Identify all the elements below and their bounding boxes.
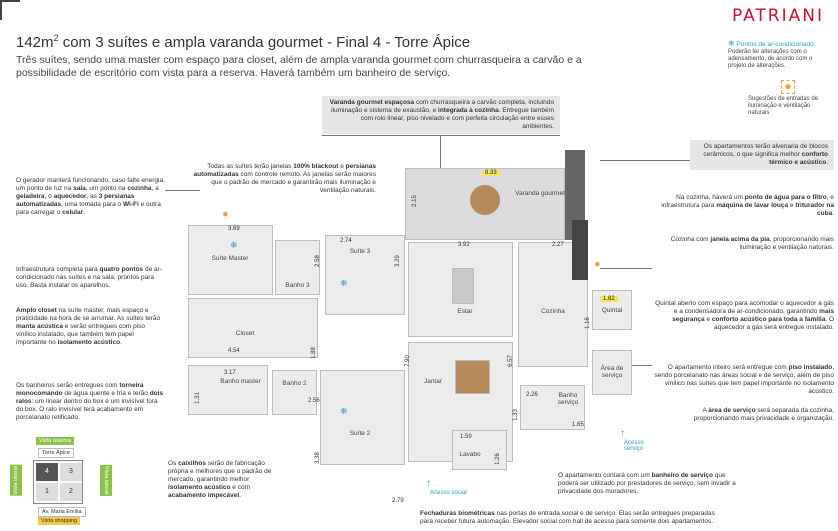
entry-servico-label: Acesso serviço (624, 440, 644, 452)
page-title (16, 33, 470, 51)
dim-closet: 4.54 (228, 348, 240, 354)
torre-tag: Torre Ápice (38, 448, 74, 458)
dim-suite-3-side: 3.29 (394, 255, 401, 267)
dim-banho-2: 2.56 (308, 398, 320, 404)
note-varanda: Varanda gourmet espaçosa com churrasqueira a carvão completa, incluindo iluminação e sistema de exaustão, e integrada à cozinha. Entregue também com rolo linear, piso nivelado e com perfeita circulação entre esses ambientes. (322, 96, 560, 134)
title-rest: com 3 suítes e ampla varanda gourmet - Final 4 - Torre Ápice (58, 34, 471, 51)
room-label-suite-master: Suíte Master (211, 255, 249, 262)
note-banheiros: Os banheiros serão entregues com torneira monocomando de água quente e fria e terão dois ralos: um linear dentro do box e um invisível fora do box. O ralo invisível terá acabamento em porcelanato retificado. (16, 382, 164, 421)
dim-suite-3: 2.74 (340, 238, 352, 244)
room-label-varanda: Varanda gourmet (515, 190, 565, 197)
dim-banho-3: 2.58 (314, 255, 321, 267)
dim-estar: 3.92 (458, 242, 470, 248)
dim-banho-master: 3.17 (224, 370, 236, 376)
entry-social-label: Acesso social (430, 490, 467, 496)
unit-2: 2 (60, 483, 82, 501)
unit-4: 4 (36, 463, 58, 481)
dim-suite-master: 3.69 (228, 226, 240, 232)
connector-line (600, 160, 690, 161)
note-closet: Amplo closet na suíte master, mais espaço e praticidade na hora de se arrumar. As suítes terão manta acústica e serão entregues com piso vinílico instalado, que também tem papel importante no isolamento acústico. (16, 307, 161, 346)
dim-suite-2: 3.38 (314, 452, 321, 464)
connector-line (322, 135, 560, 136)
light-legend-text: Sugestões de entradas de iluminação e ventilação naturais (748, 96, 819, 116)
dining-table (470, 185, 500, 215)
dim-lavabo: 1.59 (460, 434, 472, 440)
note-area-servico: A área de serviço será separada da cozinha, proporcionando mais privacidade e organização. (693, 407, 834, 422)
snowflake-icon: ❄ (340, 406, 348, 416)
note-banheiro-servico: O apartamento contará com um banheiro de serviço que poderá ser utilizado por prestadores de serviço, sem invadir a privacidade dos moradores. (558, 472, 736, 495)
dim-quintal-side: 1.16 (584, 317, 591, 329)
dim-lavabo-side: 1.26 (494, 453, 501, 465)
vista-lateral-right-tag: Vista lateral (100, 465, 112, 496)
dining-table-jantar (455, 360, 490, 394)
room-label-banho-master: Banho master (220, 378, 261, 385)
note-gerador: O gerador manterá funcionando, caso falte energia, um ponto de luz na sala, um ponto na cozinha, a geladeira, o aquecedor, as 3 persianas automatizadas, uma tomada para o Wi-Fi e outra para carregar o celular. (16, 177, 165, 216)
dim-closet-side: 1.88 (310, 347, 317, 359)
dim-banho-servico-b: 1.65 (572, 422, 584, 428)
dim-cozinha: 2.27 (552, 242, 564, 248)
room-label-banho-2: Banho 2 (282, 380, 307, 387)
note-alvenaria: Os apartamentos terão alvenaria de blocos cerâmicos, o que significa melhor conforto térmico e acústico. (690, 140, 834, 170)
note-janelas: Todas as suítes terão janelas 100% blackout e persianas automatizadas com controle remoto. As janelas serão maiores que o padrão de mercado e garantirão mais iluminação e ventilação naturais. (193, 163, 376, 194)
note-caixilhos: Os caixilhos serão de fabricação própria e melhores que o padrão de mercado, garantindo melhor isolamento acústico e com acabamento impecável. (168, 460, 272, 499)
vista-reserva-tag: Vista reserva (36, 437, 74, 445)
unit-1: 1 (36, 483, 58, 501)
sun-icon: ✹ (781, 80, 795, 94)
dim-banho-servico-side: 1.33 (512, 409, 519, 421)
dim-varanda: 8.33 (482, 170, 500, 176)
sun-icon: ✹ (222, 210, 229, 219)
dim-jantar-side: 6.57 (507, 355, 514, 367)
room-closet (188, 298, 318, 358)
ac-legend (728, 40, 828, 70)
brand-logo: PATRIANI (731, 6, 824, 26)
vista-lateral-left-tag: Vista lateral (10, 465, 22, 496)
dim-jantar: 7.90 (404, 355, 411, 367)
kitchen-counter (572, 220, 588, 280)
dim-varanda-side: 2.15 (411, 195, 418, 207)
coffee-table (452, 268, 474, 304)
note-cozinha-pontos: Na cozinha, haverá um ponto de água para o filtro, e infraestrutura para máquina de lavar louça e triturador na cuba. (661, 194, 834, 217)
room-suite-2 (320, 370, 405, 465)
room-suite-3 (325, 235, 405, 315)
snowflake-icon: ❄ (340, 278, 348, 288)
room-label-suite-3: Suíte 3 (349, 248, 371, 255)
room-label-jantar: Jantar (423, 378, 443, 385)
dim-suite-2-bottom: 2.79 (392, 498, 404, 504)
vista-shopping-tag: Vista shopping (38, 517, 80, 525)
room-label-banho-3: Banho 3 (285, 282, 310, 289)
room-label-suite-2: Suíte 2 (349, 430, 371, 437)
room-label-banho-servico: Banho serviço (557, 392, 579, 406)
unit-3: 3 (60, 463, 82, 481)
note-infraestrutura: Infraestrutura completa para quatro pontos de ar-condicionado nas suítes e na sala, prontos para uso. Basta instalar os aparelhos. (16, 266, 162, 289)
light-legend (748, 80, 828, 117)
note-fechaduras: Fechaduras biométricas nas portas de entrada social e de serviço. Elas serão entregues preparadas para receber futura automação. Elevador social com hall de acesso para somente dois apartamentos. (420, 510, 715, 525)
arrow-up-icon: ↑ (620, 428, 625, 439)
page-subtitle: Três suítes, sendo uma master com espaço para closet, além de ampla varanda gourmet com churrasqueira a carvão e a possibilidade de escritório com vista para a reserva. Haverá também um banheiro de serviço. (16, 54, 582, 79)
floor-plan (180, 160, 644, 530)
note-cozinha-janela: Cozinha com janela acima da pia, proporcionando mais iluminação e ventilação naturais. (670, 236, 834, 251)
title-area: 142m (16, 34, 54, 51)
street-tag: Av. Maria Emília (38, 507, 86, 517)
tower-footprint (33, 460, 83, 504)
snowflake-icon: ❄ (728, 39, 735, 48)
title-sup: 2 (53, 33, 59, 43)
corner-decoration (0, 0, 20, 20)
note-quintal: Quintal aberto com espaço para acomodar o aquecedor a gás e a condensadora de ar-condicionado, garantindo mais segurança e conforto acústico para toda a família. O aquecedor a gás será entregue instalado. (655, 300, 834, 331)
room-label-estar: Estar (457, 308, 473, 315)
dim-quintal: 1.82 (600, 296, 618, 302)
ac-legend-title: Pontos de ar-condicionado. (736, 41, 816, 48)
location-map (8, 435, 113, 527)
sun-icon: ✹ (594, 260, 601, 269)
room-banho-2 (272, 370, 317, 415)
room-label-lavabo: Lavabo (459, 451, 481, 458)
note-piso: O apartamento inteiro será entregue com piso instalado, sendo porcelanato nas áreas social e de serviço, além de piso vinílico nas suítes que tem papel importante no isolamento acústico. (654, 364, 834, 395)
room-label-closet: Closet (235, 330, 255, 337)
room-label-area-servico: Área de serviço (600, 365, 624, 379)
dim-banho-master-side: 1.31 (194, 392, 201, 404)
ac-legend-text: Poderão ter alterações com o adensamento, de acordo com o projeto de alterações. (728, 49, 813, 69)
room-label-cozinha: Cozinha (541, 308, 565, 315)
snowflake-icon: ❄ (230, 240, 238, 250)
dim-banho-servico: 2.26 (526, 392, 538, 398)
arrow-up-icon: ↑ (426, 478, 431, 489)
room-label-quintal: Quintal (601, 307, 623, 314)
